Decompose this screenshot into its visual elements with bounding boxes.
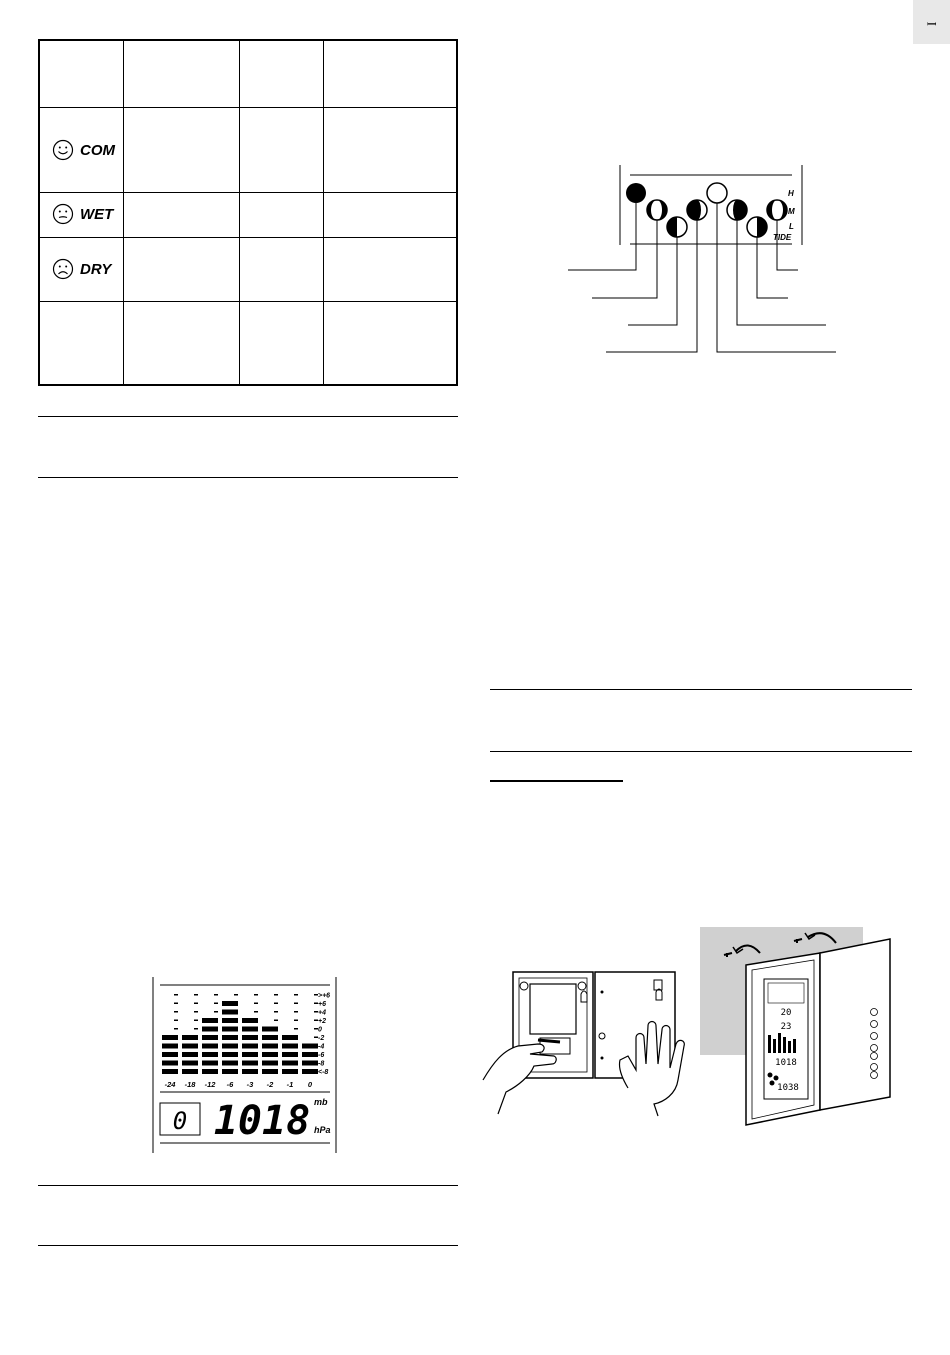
moon-phase-diagram bbox=[560, 160, 850, 360]
bar-segment bbox=[182, 1069, 198, 1074]
hour-label: -2 bbox=[266, 1080, 274, 1089]
pressure-value: 1018 bbox=[213, 1098, 311, 1144]
bar-segment bbox=[202, 1044, 218, 1049]
waning-gibbous-icon bbox=[727, 200, 747, 220]
battery-install-illustration bbox=[478, 968, 703, 1118]
bar-segment bbox=[162, 1069, 178, 1074]
bar-segment bbox=[242, 1061, 258, 1066]
bar-segment bbox=[182, 1035, 198, 1040]
comfort-label: WET bbox=[80, 205, 114, 223]
bar-segment bbox=[162, 1035, 178, 1040]
bar-segment bbox=[274, 1020, 278, 1022]
waxing-gibbous-icon bbox=[687, 200, 707, 220]
bar-segment bbox=[202, 1052, 218, 1057]
svg-text:20: 20 bbox=[780, 1008, 792, 1018]
bar-segment bbox=[254, 1003, 258, 1005]
bar-segment bbox=[174, 1028, 178, 1030]
bar-segment bbox=[214, 994, 218, 996]
smiley-neutral-icon bbox=[52, 203, 74, 225]
bar-segment bbox=[222, 1044, 238, 1049]
hour-label: -3 bbox=[246, 1080, 254, 1089]
bar-segment bbox=[194, 994, 198, 996]
section-rule bbox=[490, 751, 912, 752]
comfort-row-dry bbox=[52, 258, 111, 280]
comfort-label: DRY bbox=[80, 260, 112, 278]
bar-segment bbox=[182, 1044, 198, 1049]
bar-segment bbox=[294, 994, 298, 996]
svg-text:1018: 1018 bbox=[775, 1058, 797, 1068]
bar-segment bbox=[254, 994, 258, 996]
barometer-display bbox=[150, 975, 340, 1155]
scale-label: +2 bbox=[318, 1018, 326, 1025]
bar-segment bbox=[234, 994, 238, 996]
waning-crescent-icon bbox=[767, 200, 787, 220]
bar-segment bbox=[254, 1011, 258, 1013]
bar-segment bbox=[174, 994, 178, 996]
bar-segment bbox=[182, 1061, 198, 1066]
hour-label: -6 bbox=[226, 1080, 234, 1089]
language-tab-label: I bbox=[924, 21, 939, 26]
scale-label: +4 bbox=[318, 1009, 326, 1017]
section-rule bbox=[38, 1245, 458, 1246]
bar-segment bbox=[274, 1003, 278, 1005]
bar-segment bbox=[174, 1011, 178, 1013]
bar-segment bbox=[222, 1010, 238, 1015]
bar-segment bbox=[302, 1069, 318, 1074]
last-quarter-icon bbox=[747, 217, 767, 237]
bar-segment bbox=[294, 1020, 298, 1022]
bar-segment bbox=[202, 1018, 218, 1023]
wall-mount-illustration bbox=[700, 915, 900, 1130]
bar-segment bbox=[294, 1028, 298, 1030]
section-rule bbox=[38, 416, 458, 417]
altitude-digit: 0 bbox=[172, 1107, 188, 1135]
first-quarter-icon bbox=[667, 217, 687, 237]
bar-segment bbox=[282, 1044, 298, 1049]
tide-label-low: L bbox=[789, 222, 794, 231]
comfort-label: COM bbox=[80, 141, 115, 159]
hour-label: -18 bbox=[184, 1080, 196, 1089]
bar-segment bbox=[214, 1011, 218, 1013]
bar-segment bbox=[222, 1001, 238, 1006]
bar-segment bbox=[282, 1035, 298, 1040]
bar-segment bbox=[162, 1044, 178, 1049]
comfort-row-wet bbox=[52, 203, 113, 225]
smiley-happy-icon bbox=[52, 139, 74, 161]
unit-mb: mb bbox=[314, 1097, 328, 1107]
bar-segment bbox=[174, 1020, 178, 1022]
bar-segment bbox=[222, 1027, 238, 1032]
bar-segment bbox=[202, 1027, 218, 1032]
bar-segment bbox=[302, 1061, 318, 1066]
bar-segment bbox=[202, 1069, 218, 1074]
bar-segment bbox=[174, 1003, 178, 1005]
hour-label: -24 bbox=[164, 1080, 176, 1089]
comfort-row-com bbox=[52, 139, 115, 161]
section-rule bbox=[38, 477, 458, 478]
bar-segment bbox=[282, 1069, 298, 1074]
new-moon-icon bbox=[626, 183, 646, 203]
bar-segment bbox=[162, 1061, 178, 1066]
bar-segment bbox=[222, 1069, 238, 1074]
bar-segment bbox=[282, 1061, 298, 1066]
scale-label: -6 bbox=[318, 1052, 325, 1059]
section-rule bbox=[490, 689, 912, 690]
scale-label: <-8 bbox=[318, 1069, 329, 1076]
bar-segment bbox=[194, 1028, 198, 1030]
bar-segment bbox=[222, 1018, 238, 1023]
scale-label: -4 bbox=[318, 1043, 325, 1051]
bar-segment bbox=[242, 1027, 258, 1032]
bar-segment bbox=[202, 1061, 218, 1066]
bar-segment bbox=[162, 1052, 178, 1057]
tide-label-high: H bbox=[788, 189, 794, 198]
bar-segment bbox=[282, 1052, 298, 1057]
bar-segment bbox=[274, 1011, 278, 1013]
bar-segment bbox=[214, 1003, 218, 1005]
tide-label: TIDE bbox=[773, 233, 792, 242]
bar-segment bbox=[194, 1003, 198, 1005]
bar-segment bbox=[182, 1052, 198, 1057]
bar-segment bbox=[262, 1052, 278, 1057]
bar-segment bbox=[242, 1035, 258, 1040]
bar-segment bbox=[262, 1027, 278, 1032]
svg-text:1038: 1038 bbox=[777, 1083, 799, 1093]
comfort-table bbox=[38, 39, 458, 386]
bar-segment bbox=[194, 1020, 198, 1022]
hour-label: 0 bbox=[307, 1080, 313, 1089]
scale-label: >+6 bbox=[318, 992, 331, 1000]
bar-segment bbox=[222, 1035, 238, 1040]
section-rule bbox=[38, 1185, 458, 1186]
tide-label-medium: M bbox=[788, 207, 795, 216]
full-moon-icon bbox=[707, 183, 727, 203]
hour-label: -12 bbox=[204, 1080, 216, 1089]
scale-label: 0 bbox=[318, 1026, 322, 1034]
heading-underline bbox=[490, 780, 623, 782]
smiley-sad-icon bbox=[52, 258, 74, 280]
bar-segment bbox=[274, 994, 278, 996]
bar-segment bbox=[242, 1052, 258, 1057]
bar-segment bbox=[302, 1052, 318, 1057]
hour-label: -1 bbox=[286, 1080, 294, 1089]
bar-segment bbox=[294, 1003, 298, 1005]
bar-segment bbox=[194, 1011, 198, 1013]
bar-segment bbox=[262, 1069, 278, 1074]
language-tab bbox=[913, 0, 950, 44]
scale-label: -8 bbox=[318, 1060, 325, 1068]
bar-segment bbox=[222, 1052, 238, 1057]
bar-segment bbox=[242, 1044, 258, 1049]
bar-segment bbox=[262, 1035, 278, 1040]
unit-hpa: hPa bbox=[314, 1125, 331, 1135]
bar-segment bbox=[242, 1069, 258, 1074]
bar-segment bbox=[262, 1044, 278, 1049]
bar-segment bbox=[242, 1018, 258, 1023]
scale-label: +6 bbox=[318, 1001, 326, 1008]
svg-text:23: 23 bbox=[780, 1022, 792, 1032]
bar-segment bbox=[294, 1011, 298, 1013]
bar-segment bbox=[222, 1061, 238, 1066]
scale-label: -2 bbox=[318, 1035, 325, 1042]
bar-segment bbox=[302, 1044, 318, 1049]
waxing-crescent-icon bbox=[647, 200, 667, 220]
bar-segment bbox=[202, 1035, 218, 1040]
bar-segment bbox=[262, 1061, 278, 1066]
